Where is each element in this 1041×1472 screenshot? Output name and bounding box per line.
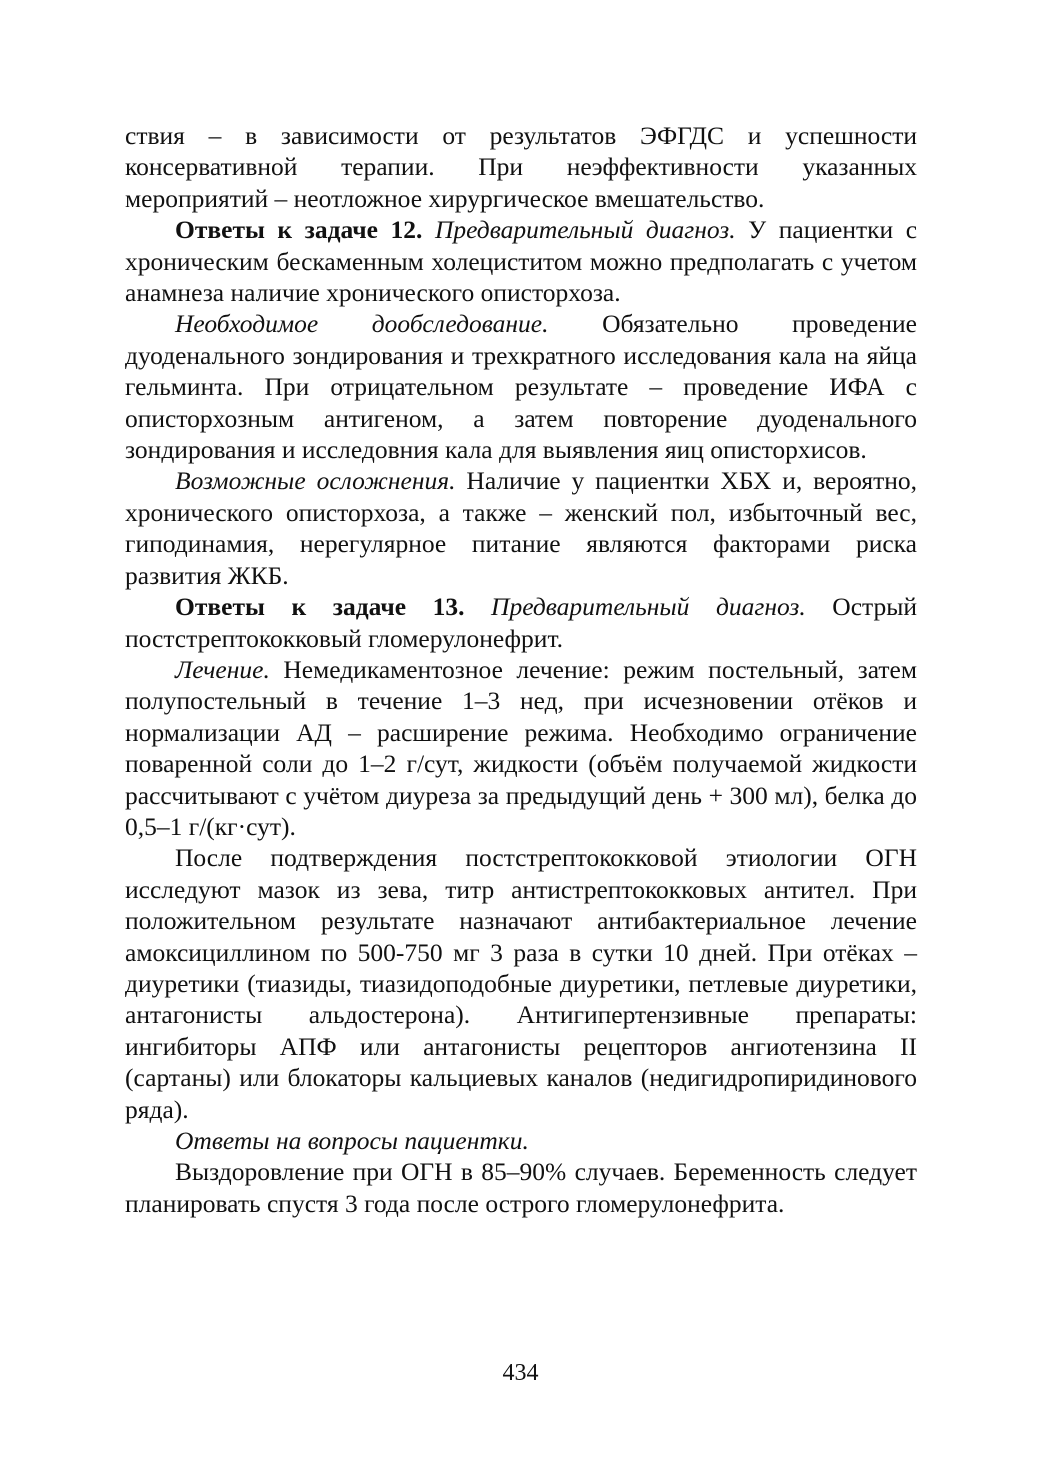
- paragraph-text: Немедикаментозное лечение: режим постельный, затем полупостельный в течение 1–3 нед, при исчезновении отёков и нормализации АД – расширение режима. Необходимо ограничение поваренной соли до 1–2 г/сут, жидкости (объём получаемой жидкости рассчитывают с учётом диуреза за предыдущий день + 300 мл), белка до 0,5–1 г/(кг·сут).: [125, 654, 917, 841]
- paragraph-task-13-treatment: [125, 654, 917, 842]
- paragraph-continuation: [125, 120, 917, 214]
- paragraph-prognosis: [125, 1156, 917, 1219]
- paragraph-text: Острый постстрептококковый гломерулонефрит.: [125, 592, 917, 653]
- page-body: [125, 120, 917, 1219]
- paragraph-text: ствия – в зависимости от результатов ЭФГДС и успешности консервативной терапии. При неэффективности указанных мероприятий – неотложное хирургическое вмешательство.: [125, 121, 917, 213]
- examination-label: Необходимое дообследование.: [175, 309, 549, 339]
- paragraph-task-13-etiology: [125, 842, 917, 1125]
- paragraph-text: Выздоровление при ОГН в 85–90% случаев. Беременность следует планировать спустя 3 года после острого гломерулонефрита.: [125, 1157, 917, 1218]
- paragraph-task-12-examination: [125, 308, 917, 465]
- paragraph-task-13-diagnosis: [125, 591, 917, 654]
- paragraph-task-12-complications: [125, 465, 917, 591]
- patient-questions-label: Ответы на вопросы пациентки.: [175, 1126, 529, 1155]
- complications-label: Возможные осложнения.: [175, 466, 456, 496]
- treatment-label: Лечение.: [175, 654, 270, 684]
- paragraph-text: Наличие у пациентки ХБХ и, вероятно, хронического описторхоза, а также – женский пол, избыточный вес, гиподинамия, нерегулярное питание являются факторами риска развития ЖКБ.: [125, 466, 917, 590]
- paragraph-text: У пациентки с хроническим бескаменным холециститом можно предполагать с учетом анамнеза наличие хронического описторхоза.: [125, 215, 918, 308]
- page-number: 434: [502, 1360, 539, 1386]
- diagnosis-label: Предварительный диагноз.: [434, 215, 736, 245]
- paragraph-text: После подтверждения постстрептококковой этиологии ОГН исследуют мазок из зева, титр антистрептококковых антител. При положительном результате назначают антибактериальное лечение амоксициллином по 500-750 мг 3 раза в сутки 10 дней. При отёках – диуретики (тиазиды, тиазидоподобные диуретики, петлевые диуретики, антагонисты альдостерона). Антигипертензивные препараты: ингибиторы АПФ или антагонисты рецепторов ангиотензина II (сартаны) или блокаторы кальциевых каналов (недигидропиридинового ряда).: [125, 843, 917, 1124]
- task-13-heading: Ответы к задаче 13.: [175, 592, 465, 622]
- diagnosis-label: Предварительный диагноз.: [491, 592, 806, 622]
- paragraph-text: Обязательно проведение дуоденального зондирования и трехкратного исследования кала на яйца гельминта. При отрицательном результате – проведение ИФА с описторхозным антигеном, а затем повторение дуоденального зондирования и исследовния кала для выявления яиц описторхисов.: [125, 309, 917, 465]
- task-12-heading: Ответы к задаче 12.: [175, 215, 423, 245]
- paragraph-task-12-diagnosis: [125, 214, 917, 308]
- paragraph-patient-questions-label: [125, 1125, 917, 1156]
